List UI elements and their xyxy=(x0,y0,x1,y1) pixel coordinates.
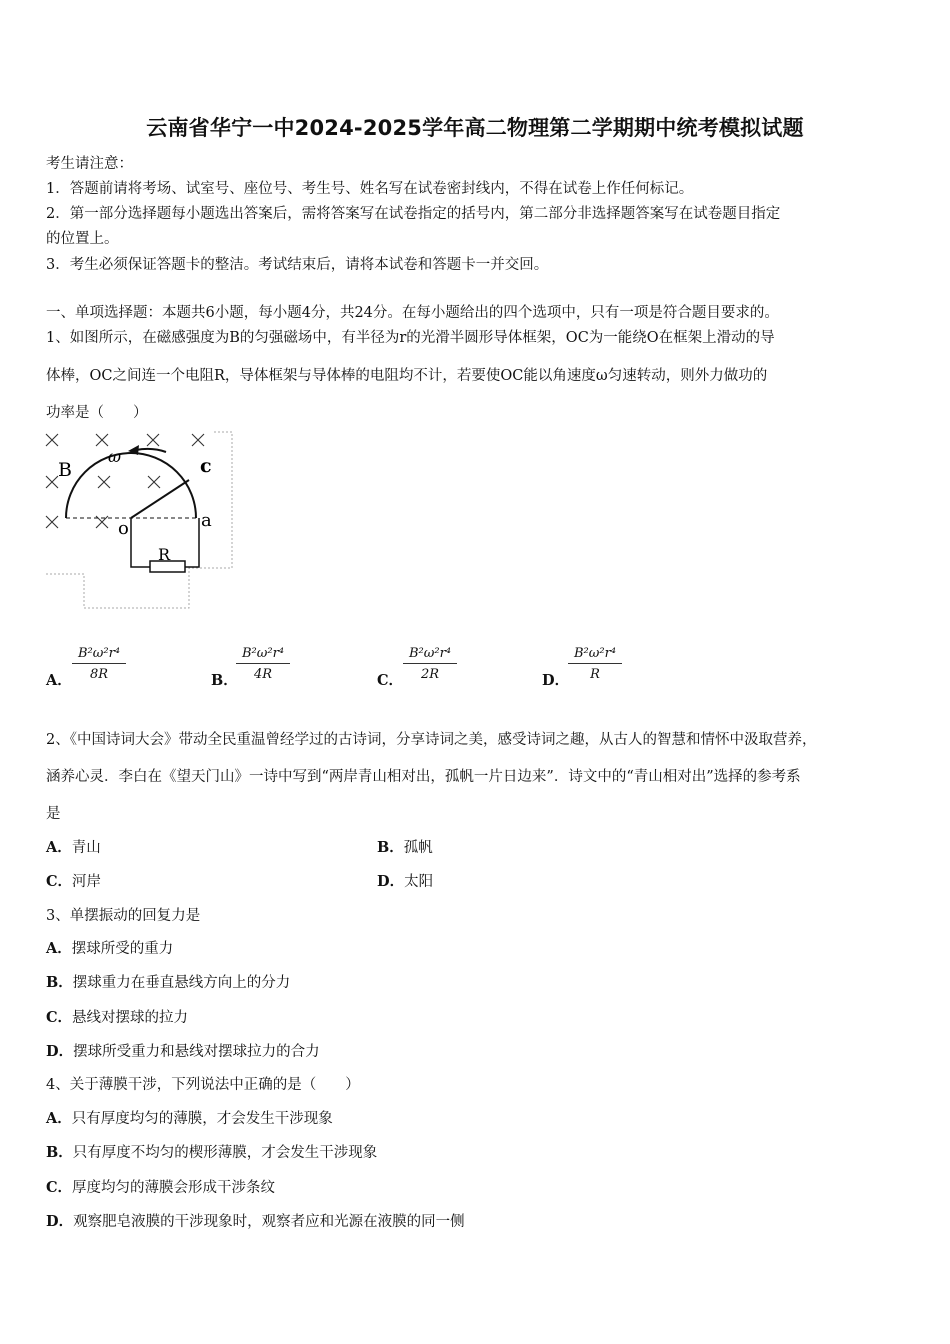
notice-item: 2．第一部分选择题每小题选出答案后，需将答案写在试卷指定的括号内，第二部分非选择题答案写在试卷题目指定 xyxy=(46,206,781,222)
option-text: 太阳 xyxy=(404,874,434,890)
option-c-label[interactable]: C． xyxy=(377,672,404,689)
label-a: a xyxy=(201,510,212,531)
fraction-numerator: B²ω²r⁴ xyxy=(72,646,126,664)
option-label: B． xyxy=(46,1144,73,1161)
option-label: B． xyxy=(46,974,73,991)
option-d-label[interactable]: D． xyxy=(542,672,570,689)
option-a[interactable] xyxy=(46,1107,333,1128)
option-a-fraction[interactable] xyxy=(72,646,126,682)
option-b-fraction[interactable] xyxy=(236,646,290,682)
option-text: 只有厚度不均匀的楔形薄膜，才会发生干涉现象 xyxy=(72,1145,378,1161)
field-cross-icons xyxy=(46,434,204,528)
notice-item: 1．答题前请将考场、试室号、座位号、考生号、姓名写在试卷密封线内，不得在试卷上作任何标记。 xyxy=(46,181,694,197)
question-4-stem: 4、关于薄膜干涉，下列说法中正确的是（ ） xyxy=(46,1077,360,1093)
option-text: 青山 xyxy=(71,840,101,856)
option-label: A． xyxy=(46,839,72,856)
option-label: D． xyxy=(46,1043,74,1060)
option-text: 观察肥皂液膜的干涉现象时，观察者应和光源在液膜的同一侧 xyxy=(73,1214,465,1230)
semicircle-frame xyxy=(66,453,196,518)
question-2-stem: 2、《中国诗词大会》带动全民重温曾经学过的古诗词，分享诗词之美，感受诗词之趣，从古人的智慧和情怀中汲取营养， xyxy=(46,732,817,748)
option-text: 摆球所受的重力 xyxy=(71,941,174,957)
option-text: 只有厚度均匀的薄膜，才会发生干涉现象 xyxy=(71,1111,333,1127)
section-heading: 一、单项选择题：本题共6小题，每小题4分，共24分。在每小题给出的四个选项中，只有一项是符合题目要求的。 xyxy=(46,305,779,321)
option-text: 摆球所受重力和悬线对摆球拉力的合力 xyxy=(73,1044,320,1060)
label-o: o xyxy=(118,518,129,539)
option-label: A． xyxy=(46,1110,72,1127)
option-label: A． xyxy=(46,940,72,957)
option-label: D． xyxy=(46,1213,74,1230)
rotation-arrow-icon xyxy=(136,449,166,452)
option-label: D． xyxy=(377,873,405,890)
option-d[interactable] xyxy=(46,1210,465,1231)
fraction-numerator: B²ω²r⁴ xyxy=(568,646,622,664)
question-3-stem: 3、单摆振动的回复力是 xyxy=(46,908,201,924)
question-1-stem: 体棒，OC之间连一个电阻R，导体框架与导体棒的电阻均不计，若要使OC能以角速度ω匀速转动，则外力做功的 xyxy=(46,368,768,384)
question-2-stem: 是 xyxy=(46,806,61,822)
option-text: 孤帆 xyxy=(403,840,433,856)
fraction-denominator: 8R xyxy=(89,667,109,682)
option-text: 河岸 xyxy=(72,874,102,890)
rod-oc xyxy=(131,480,189,518)
label-b: B xyxy=(58,459,72,481)
notice-heading: 考生请注意： xyxy=(46,156,133,172)
option-d-fraction[interactable] xyxy=(568,646,622,682)
option-label: B． xyxy=(377,839,404,856)
option-text: 厚度均匀的薄膜会形成干涉条纹 xyxy=(72,1180,276,1196)
label-omega: ω xyxy=(108,447,122,466)
fraction-denominator: 2R xyxy=(420,667,440,682)
fraction-numerator: B²ω²r⁴ xyxy=(236,646,290,664)
option-label: C． xyxy=(46,1179,73,1196)
option-c-fraction[interactable] xyxy=(403,646,457,682)
option-b-label[interactable]: B． xyxy=(211,672,238,689)
option-c[interactable] xyxy=(46,1006,188,1027)
notice-item: 3．考生必须保证答题卡的整洁。考试结束后，请将本试卷和答题卡一并交回。 xyxy=(46,257,549,273)
notice-item: 的位置上。 xyxy=(46,231,119,247)
option-b[interactable] xyxy=(46,971,290,992)
option-text: 悬线对摆球的拉力 xyxy=(72,1010,189,1026)
option-d[interactable] xyxy=(377,870,433,891)
option-d[interactable] xyxy=(46,1040,320,1061)
option-a[interactable] xyxy=(46,937,173,958)
question-2-stem: 涵养心灵．李白在《望天门山》一诗中写到“两岸青山相对出，孤帆一片日边来”．诗文中的“青山相对出”选择的参考系 xyxy=(46,769,801,785)
option-a-label[interactable]: A． xyxy=(46,672,72,689)
option-a[interactable] xyxy=(46,836,101,857)
option-label: C． xyxy=(46,873,73,890)
option-b[interactable] xyxy=(377,836,433,857)
option-label: C． xyxy=(46,1009,73,1026)
option-c[interactable] xyxy=(46,870,101,891)
label-c: c xyxy=(200,455,212,477)
option-c[interactable] xyxy=(46,1176,275,1197)
fraction-numerator: B²ω²r⁴ xyxy=(403,646,457,664)
fraction-denominator: R xyxy=(590,667,600,682)
label-r: R xyxy=(158,545,171,564)
magnetic-field-figure xyxy=(44,428,244,613)
option-b[interactable] xyxy=(46,1141,377,1162)
option-text: 摆球重力在垂直悬线方向上的分力 xyxy=(72,975,291,991)
question-1-stem: 功率是（ ） xyxy=(46,405,148,421)
question-1-stem: 1、如图所示，在磁感强度为B的匀强磁场中，有半径为r的光滑半圆形导体框架，OC为一能绕O在框架上滑动的导 xyxy=(46,330,775,346)
fraction-denominator: 4R xyxy=(253,667,273,682)
page-title: 云南省华宁一中2024-2025学年高二物理第二学期期中统考模拟试题 xyxy=(146,116,804,140)
